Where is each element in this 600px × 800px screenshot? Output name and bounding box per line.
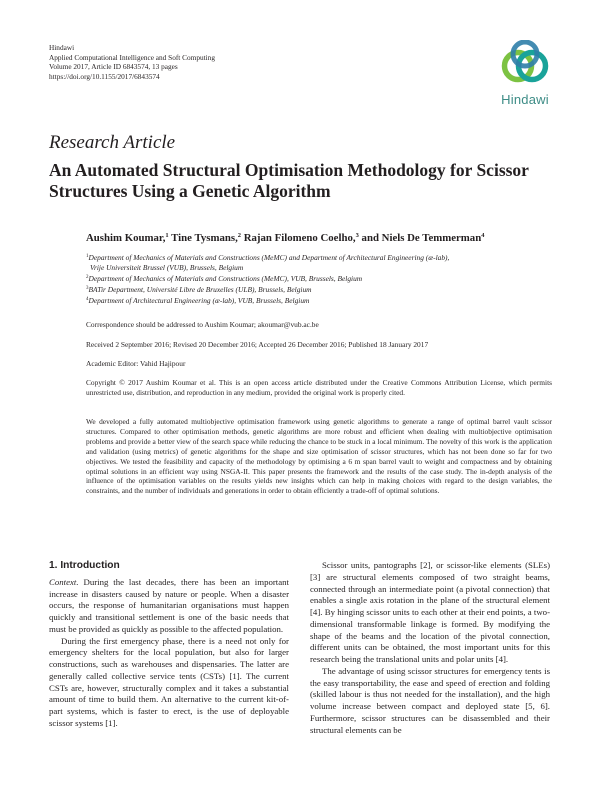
author-3[interactable]: Rajan Filomeno Coelho,$^3$ bbox=[241, 232, 359, 244]
correspondence: Correspondence should be addressed to Aushim Koumar; akoumar@vub.ac.be bbox=[86, 320, 319, 329]
author-list bbox=[86, 232, 484, 244]
abstract: We developed a fully automated multiobjective optimisation framework using genetic algorithms to generate a range of optimal barrel vault scissor structures. Compared to other optimisation methods, genetic algorithms are more robust and efficient when dealing with multiobjective optimisation problems and provide a better view of the search space while reducing the chance to be stuck in a local minimum. The novelty of this work is the application and validation (using metrics) of genetic algorithms for the shape and size optimisation of scissor structures, which has not been done so far for two objectives. We tested the feasibility and capacity of the methodology by optimising a 6 m span barrel vault to weight and compactness and by obtaining optimal solutions in an efficient way using NSGA-II. This paper presents the framework and the results of the case study. The in-depth analysis of the influence of the optimisation variables on the results yields new insights which can help in making choices with regard to the design variables, the constraints, and the number of individuals and generations in order to obtain efficiently a trade-off of optimal solutions. bbox=[86, 417, 552, 496]
journal-header bbox=[49, 43, 215, 81]
academic-editor: Academic Editor: Vahid Hajipour bbox=[86, 359, 186, 368]
body-column-right bbox=[310, 560, 550, 736]
article-type: Research Article bbox=[49, 132, 176, 153]
affiliation-line: $^4$Department of Architectural Engineering (æ-lab), VUB, Brussels, Belgium bbox=[86, 296, 310, 305]
hindawi-logo-icon bbox=[500, 40, 550, 86]
volume-info: Volume 2017, Article ID 6843574, 13 pages bbox=[49, 62, 178, 72]
doi-link[interactable]: https://doi.org/10.1155/2017/6843574 bbox=[49, 71, 160, 81]
body-paragraph: Context. During the last decades, there has been an important increase in disasters caused by nature or people. When a disaster occurs, the response of humanitarian organisations must happen quickly and transitional settlement is one of the basic needs that must be provided as quickly as possible to the affected population. bbox=[49, 576, 289, 634]
logo-wordmark: Hindawi bbox=[501, 92, 549, 107]
body-column-left bbox=[49, 560, 289, 730]
body-paragraph: The advantage of using scissor structures for emergency tents is the easy transportability, the ease and speed of erection and folding (skilled labour is thus not needed for the installation), and the high volume increase between compact and deployed state [5, 6]. Furthermore, scissor structures can be disassembled and their structural elements can be bbox=[310, 665, 550, 735]
author-4[interactable]: and Niels De Temmerman$^4$ bbox=[358, 232, 485, 244]
affiliations bbox=[86, 252, 556, 306]
journal-name: Applied Computational Intelligence and Soft Computing bbox=[49, 52, 215, 62]
publication-dates: Received 2 September 2016; Revised 20 December 2016; Accepted 26 December 2016; Published 18 January 2017 bbox=[86, 340, 429, 349]
author-1[interactable]: Aushim Koumar,$^1$ bbox=[86, 232, 169, 244]
body-paragraph: Scissor units, pantographs [2], or scissor-like elements (SLEs) [3] are structural elements composed of two straight beams, connected through an intermediate point (a pivotal connection) that enables a single axis rotation in the plane of the structural element [4]. By hinging scissor units to each other at their end points, a two-dimensional transformable linkage is formed. By modifying the shape of the beams and the location of the pivotal connection, different units can be obtained, the most important units for this research being the translational units and polar units [4]. bbox=[310, 560, 550, 664]
hindawi-logo[interactable] bbox=[494, 40, 556, 107]
affiliation-line: Vrije Universiteit Brussel (VUB), Brussels, Belgium bbox=[90, 263, 244, 272]
affiliation-line: $^2$Department of Mechanics of Materials and Constructions (MeMC), VUB, Brussels, Belgium bbox=[86, 274, 363, 283]
section-heading: 1. Introduction bbox=[49, 560, 120, 571]
affiliation-line: $^1$Department of Mechanics of Materials and Constructions (MeMC) and Department of Architectural Engineering (æ-lab), bbox=[86, 253, 450, 262]
publisher-name: Hindawi bbox=[49, 43, 75, 52]
author-2[interactable]: Tine Tysmans,$^2$ bbox=[168, 232, 242, 244]
copyright-notice: Copyright © 2017 Aushim Koumar et al. This is an open access article distributed under the Creative Commons Attribution License, which permits unrestricted use, distribution, and reproduction in any medium, provided the original work is properly cited. bbox=[86, 378, 552, 397]
body-paragraph: During the first emergency phase, there is a need not only for emergency shelters for the local population, but also for larger constructions, such as warehouses and dispensaries. The latter are generally called collective service tents (CSTs) [1]. The current CSTs are, however, structurally complex and it takes a substantial amount of time to build them. An alternative to the current kit-of-part systems, which is faster to erect, is the use of deployable scissor systems [1]. bbox=[49, 635, 289, 728]
affiliation-line: $^3$BATir Department, Université Libre de Bruxelles (ULB), Brussels, Belgium bbox=[86, 285, 312, 294]
article-title: An Automated Structural Optimisation Methodology for Scissor Structures Using a Genetic Algorithm bbox=[49, 160, 529, 201]
